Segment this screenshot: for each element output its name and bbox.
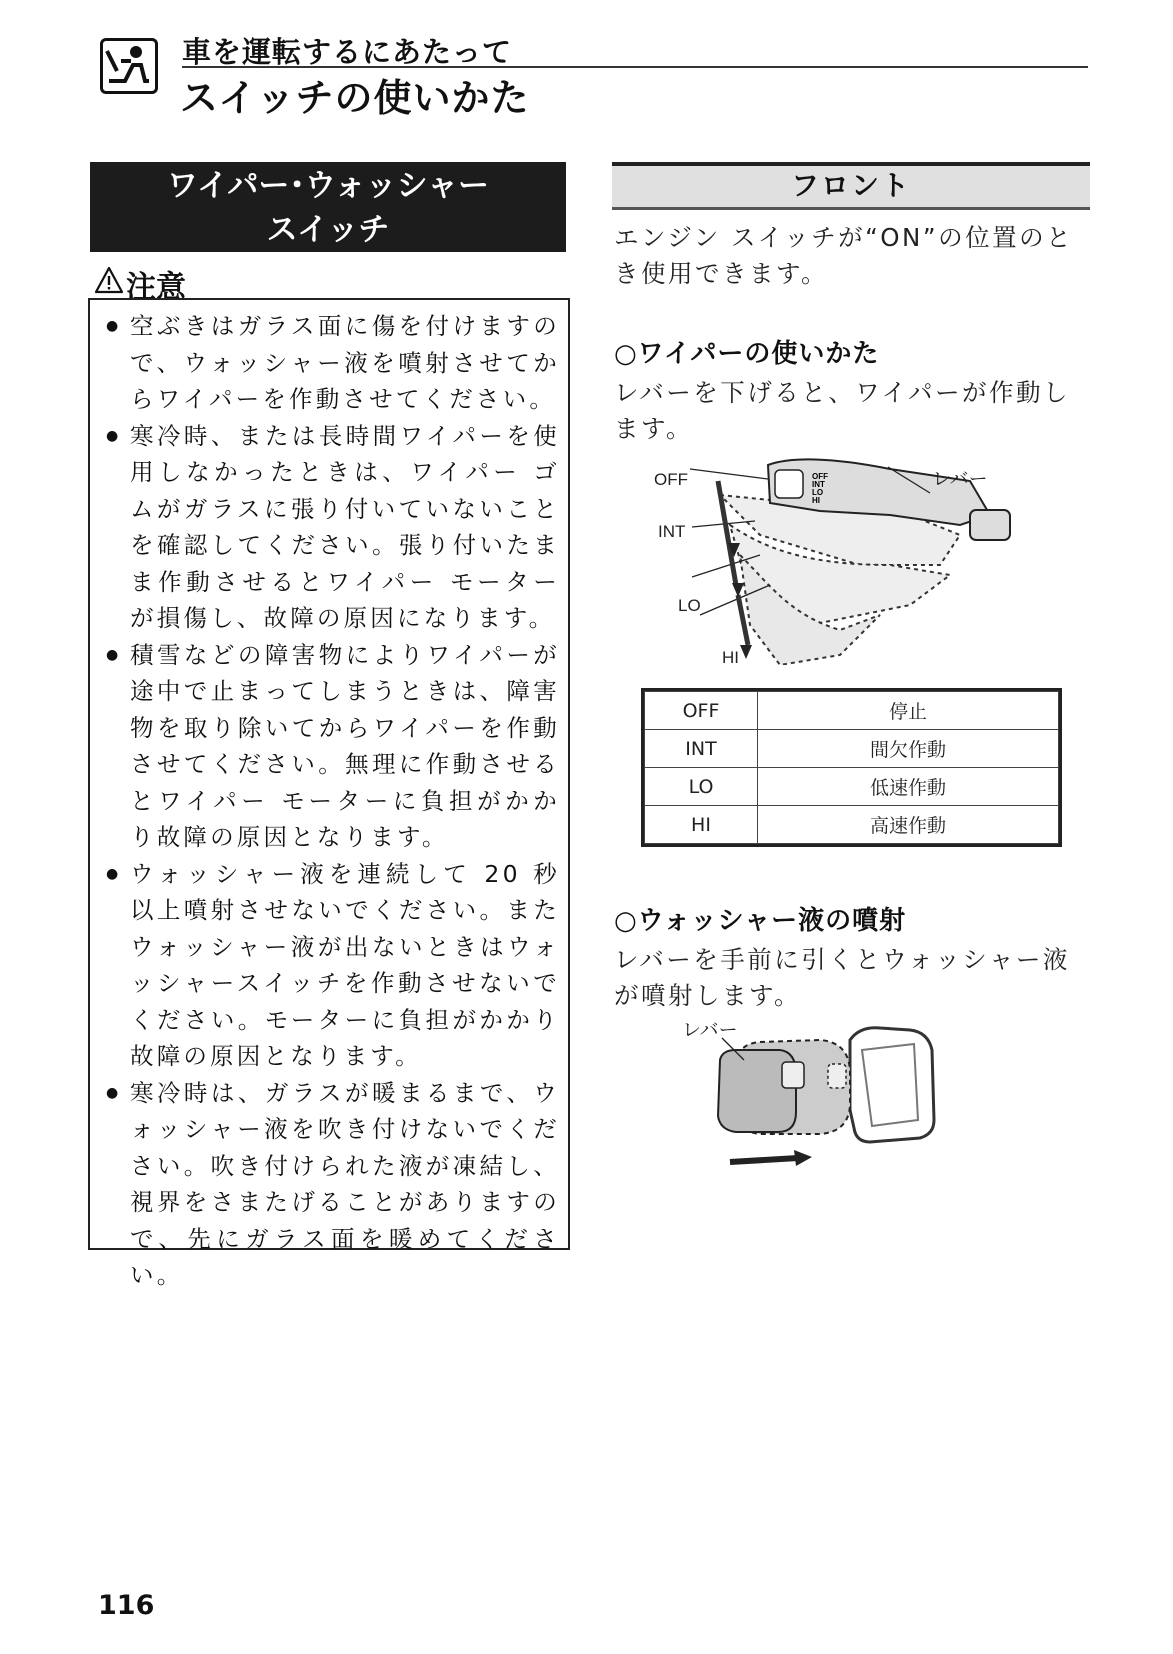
front-intro-text: エンジン スイッチが“ON”の位置のとき使用できます。 <box>614 223 1074 288</box>
position-label-hi: HI <box>722 648 739 665</box>
section-title-line1: ワイパー･ウォッシャー <box>166 168 490 204</box>
washer-lever-diagram <box>670 1020 950 1170</box>
table-row <box>645 806 1059 844</box>
table-cell-position: HI <box>645 806 758 844</box>
caution-item: ● 寒冷時は、ガラスが暖まるまで、ウォッシャー液を吹き付けないでください。吹き付けられた液が凍結し、視界をさまたげることがありますので、先にガラス面を暖めてください。 <box>106 1075 560 1294</box>
caution-item: ● 寒冷時、または長時間ワイパーを使用しなかったときは、ワイパー ゴムがガラスに張り付いていないことを確認してください。張り付いたまま作動させるとワイパー モーターが損傷し、故障の原因になります。 <box>106 418 560 637</box>
section-title-box <box>90 162 566 252</box>
caution-item: ● ウォッシャー液を連続して 20 秒以上噴射させないでください。またウォッシャー液が出ないときはウォッシャースイッチを作動させないでください。モーターに負担がかかり故障の原因となります。 <box>106 856 560 1075</box>
wiper-text: レバーを下げると、ワイパーが作動します。 <box>614 378 1071 443</box>
washer-text: レバーを手前に引くとウォッシャー液が噴射します。 <box>614 945 1070 1010</box>
table-cell-position: LO <box>645 768 758 806</box>
lever-mark: LO <box>812 488 824 497</box>
lever-label: レバー <box>932 469 988 490</box>
warning-triangle-icon <box>94 266 124 302</box>
caution-item: ● 積雪などの障害物によりワイパーが途中で止まってしまうときは、障害物を取り除いてからワイパーを作動させてください。無理に作動させるとワイパー モーターに負担がかかり故障の原因となります。 <box>106 637 560 856</box>
page-title: スイッチの使いかた <box>180 76 530 120</box>
table-cell-action: 低速作動 <box>758 768 1059 806</box>
lever-mark: INT <box>812 480 825 489</box>
switch-position-table <box>641 688 1062 847</box>
caution-item: ● 空ぶきはガラス面に傷を付けますので、ウォッシャー液を噴射させてからワイパーを作動させてください。 <box>106 308 560 418</box>
position-label-lo: LO <box>678 596 701 615</box>
driver-seat-icon <box>100 38 158 94</box>
page-number: 116 <box>98 1590 155 1621</box>
position-label-off: OFF <box>654 470 688 489</box>
chapter-supertitle: 車を運転するにあたって <box>182 35 513 69</box>
table-row <box>645 692 1059 730</box>
washer-heading: ○ウォッシャー液の噴射 <box>614 906 907 936</box>
lever-mark: OFF <box>812 472 828 481</box>
washer-lever-label: レバー <box>682 1020 738 1041</box>
table-row <box>645 768 1059 806</box>
position-label-int: INT <box>658 522 686 541</box>
caution-box <box>88 298 570 1289</box>
lever-mark: HI <box>812 496 820 505</box>
table-cell-action: 間欠作動 <box>758 730 1059 768</box>
table-cell-action: 停止 <box>758 692 1059 730</box>
table-row <box>645 730 1059 768</box>
wiper-lever-diagram <box>640 455 1030 665</box>
caution-label: 注意 <box>126 270 186 305</box>
table-cell-action: 高速作動 <box>758 806 1059 844</box>
table-cell-position: OFF <box>645 692 758 730</box>
section-title-line2: スイッチ <box>266 212 390 248</box>
front-heading: フロント <box>612 162 1090 210</box>
wiper-heading: ○ワイパーの使いかた <box>614 339 880 369</box>
table-cell-position: INT <box>645 730 758 768</box>
